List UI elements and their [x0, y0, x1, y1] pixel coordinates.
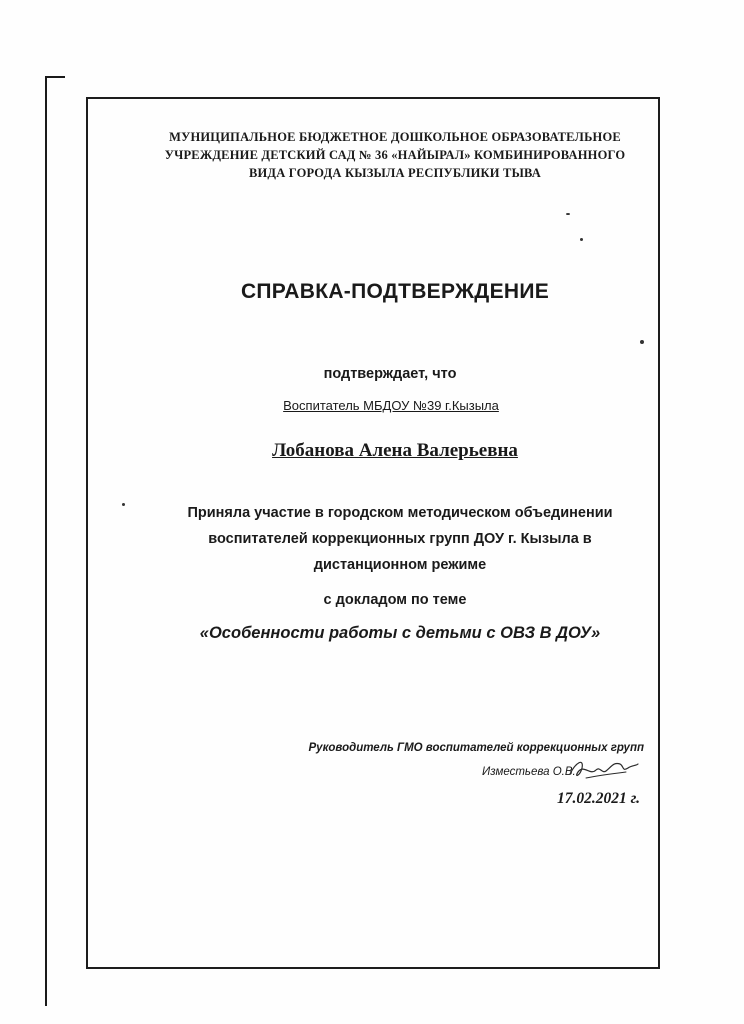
position-text: Воспитатель МБДОУ №39 г.Кызыла [283, 398, 499, 413]
organization-line-3: ВИДА ГОРОДА КЫЗЫЛА РЕСПУБЛИКИ ТЫВА [248, 166, 542, 180]
person-name-line [100, 440, 690, 462]
organization-line-2: УЧРЕЖДЕНИЕ ДЕТСКИЙ САД № 36 «НАЙЫРАЛ» КОМБИНИРОВАННОГО [164, 148, 626, 162]
participation-line-3: дистанционном режиме [313, 557, 487, 573]
scan-speck [566, 213, 570, 215]
scan-edge-line [45, 76, 47, 1006]
organization-line-1: МУНИЦИПАЛЬНОЕ БЮДЖЕТНОЕ ДОШКОЛЬНОЕ ОБРАЗОВАТЕЛЬНОЕ [169, 130, 621, 144]
position-line [100, 398, 682, 413]
signatory-title: Руководитель ГМО воспитателей коррекционных групп [308, 742, 644, 754]
document-title: СПРАВКА-ПОДТВЕРЖДЕНИЕ [240, 280, 550, 303]
participation-line-2: воспитателей коррекционных групп ДОУ г. Кызыла в [208, 531, 592, 547]
person-name: Лобанова Алена Валерьевна [272, 440, 518, 461]
document-date: 17.02.2021 г. [556, 790, 640, 807]
report-topic: «Особенности работы с детьми с ОВЗ В ДОУ» [199, 624, 601, 642]
organization-header [100, 128, 690, 182]
signatory-name: Изместьева О.В. [482, 766, 576, 778]
participation-text [100, 500, 700, 578]
scan-speck [580, 238, 583, 241]
handwritten-signature [566, 754, 640, 784]
confirms-text: подтверждает, что [323, 366, 457, 382]
scan-edge-tick [45, 76, 65, 78]
scan-speck [122, 503, 125, 506]
report-line: с докладом по теме [323, 592, 467, 608]
participation-line-1: Приняла участие в городском методическом объединении [187, 505, 613, 521]
scan-speck [640, 340, 644, 344]
